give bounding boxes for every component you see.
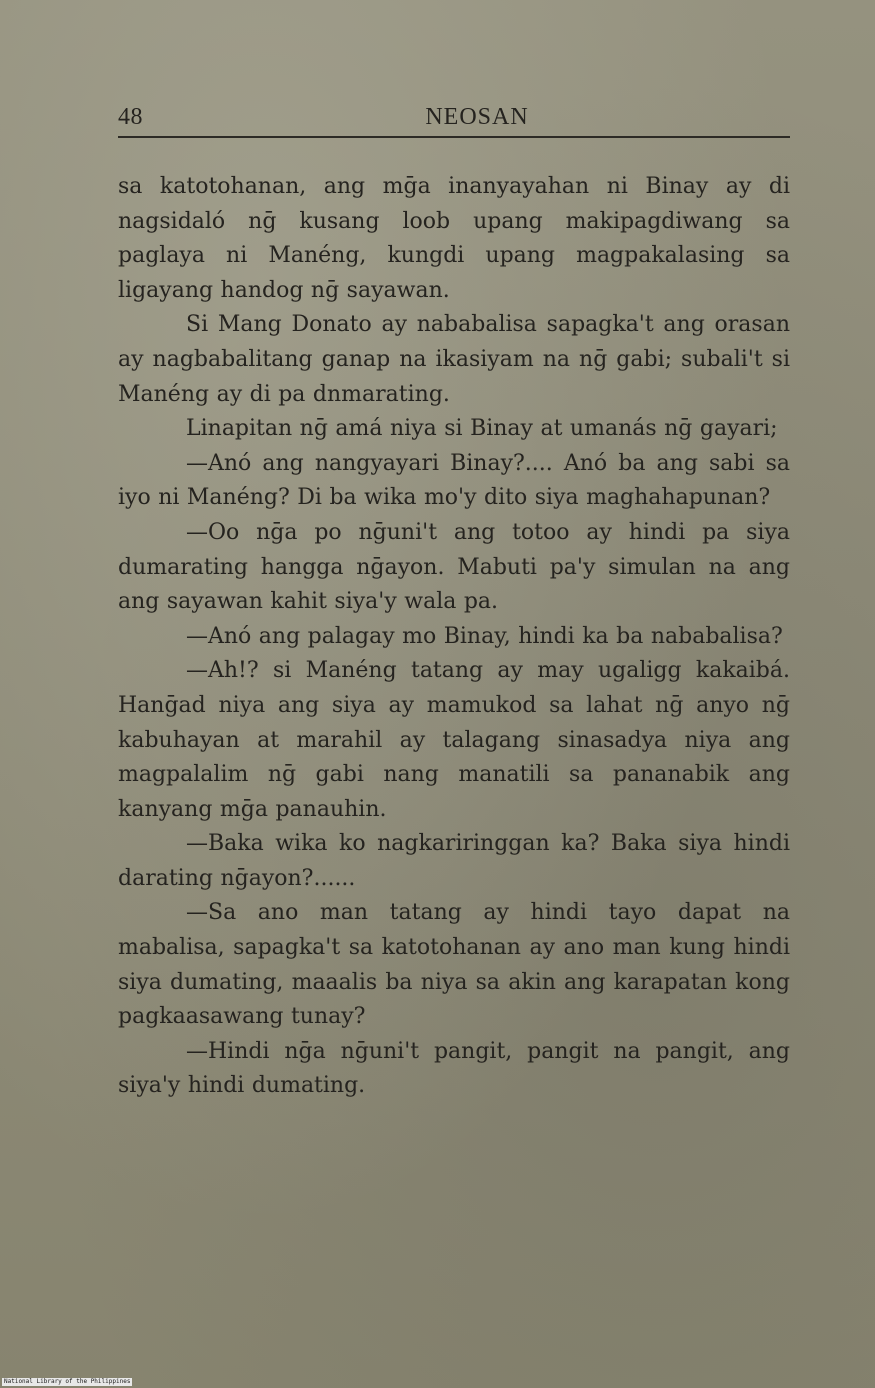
page-header [118, 104, 790, 138]
dialogue-paragraph: —Anó ang nangyayari Binay?.... Anó ba ang sabi sa iyo ni Manéng? Di ba wika mo'y dito siya maghahapunan? [118, 450, 790, 511]
dialogue-paragraph: —Sa ano man tatang ay hindi tayo dapat na mabalisa, sapagka't sa katotohanan ay ano man kung hindi siya dumating, maaalis ba niya sa akin ang karapatan kong pagkaasawang tunay? [118, 900, 790, 1030]
header-rule [118, 136, 790, 138]
page-number: 48 [118, 104, 143, 130]
dialogue-paragraph: —Anó ang palagay mo Binay, hindi ka ba nababalisa? [186, 623, 783, 649]
dialogue-paragraph: —Hindi nḡa nḡuni't pangit, pangit na pangit, ang siya'y hindi dumating. [118, 1038, 790, 1099]
paragraph: sa katotohanan, ang mḡa inanyayahan ni Binay ay di nagsidaló nḡ kusang loob upang makipagdiwang sa paglaya ni Manéng, kungdi upang magpakalasing sa ligayang handog nḡ sayawan. [118, 174, 790, 303]
dialogue-paragraph: —Ah!? si Manéng tatang ay may ugaligg kakaibá. Hanḡad niya ang siya ay mamukod sa lahat nḡ anyo nḡ kabuhayan at marahil ay talagang sinasadya niya ang magpalalim nḡ gabi nang manatili sa pananabik ang kanyang mḡa panauhin. [118, 658, 790, 822]
running-title: NEOSAN [425, 104, 529, 130]
paragraph: Si Mang Donato ay nababalisa sapagka't ang orasan ay nagbabalitang ganap na ikasiyam na nḡ gabi; subali't si Manéng ay di pa dnmarating. [118, 312, 790, 407]
paragraph: Linapitan nḡ amá niya si Binay at umanás nḡ gayari; [186, 416, 778, 442]
body-text [118, 170, 790, 1104]
dialogue-paragraph: —Oo nḡa po nḡuni't ang totoo ay hindi pa siya dumarating hangga nḡayon. Mabuti pa'y simulan na ang ang sayawan kahit siya'y wala pa. [118, 519, 790, 615]
library-credit: National Library of the Philippines [4, 1378, 131, 1385]
dialogue-paragraph: —Baka wika ko nagkariringgan ka? Baka siya hindi darating nḡayon?...... [118, 831, 790, 891]
